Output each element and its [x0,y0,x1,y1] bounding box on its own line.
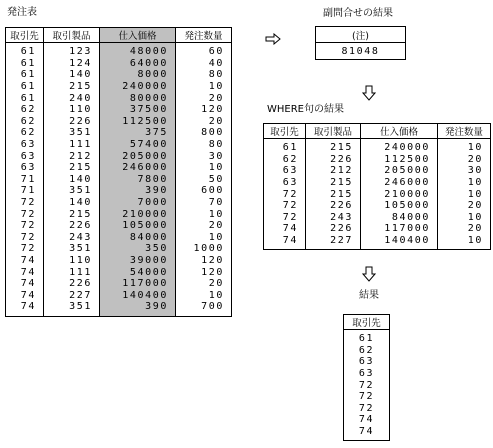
where-result-table [263,123,491,250]
table-row [344,403,390,415]
table-cell: 37500 [100,104,176,116]
table-cell: 63 [20,162,36,174]
table-cell: 74 [282,235,298,247]
table-cell: 62 [20,115,36,127]
table-cell: 8000 [100,69,176,81]
table-cell: 20 [176,116,232,128]
table-row [264,235,491,247]
table-cell: 140400 [100,289,176,301]
table-row [6,301,232,313]
table-row [264,154,491,166]
table-cell: 74 [358,426,375,438]
table-cell: 71 [20,185,36,197]
table-cell: 72 [282,200,298,212]
table-cell: 20 [438,200,491,212]
column-header-product: 取引製品 [44,28,100,43]
table-cell: 226 [44,116,100,128]
table-row [6,243,232,255]
table-cell: 57400 [100,139,176,151]
table-cell: 74 [20,289,36,301]
table-cell: 350 [100,243,176,255]
table-row [6,58,232,70]
table-cell: 72 [20,197,36,209]
table-row [6,232,232,244]
table-row [6,81,232,93]
table-cell: 111 [44,139,100,151]
table-cell: 205000 [361,165,438,177]
table-cell: 74 [282,223,298,235]
table-cell: 10 [176,208,232,220]
subquery-value: 81048 [341,45,380,57]
table-row [344,391,390,403]
table-cell: 120 [176,255,232,267]
table-cell: 110 [44,104,100,116]
table-cell: 117000 [100,278,176,290]
table-row [344,368,390,380]
table-cell: 140400 [361,235,438,247]
table-cell: 61 [358,333,375,345]
table-row [264,212,491,224]
table-row [6,116,232,128]
table-row [6,220,232,232]
table-cell: 240000 [100,81,176,93]
table-cell: 30 [438,165,491,177]
column-header-price: 仕入価格 [100,28,176,43]
where-caption: WHERE句の結果 [267,104,344,115]
table-cell: 111 [44,266,100,278]
table-cell: 61 [20,81,36,93]
table-row [6,255,232,267]
table-cell: 61 [20,46,36,58]
table-cell: 600 [176,185,232,197]
table-cell: 20 [176,278,232,290]
table-cell: 226 [306,154,361,166]
table-row [264,200,491,212]
column-header-supplier: 取引先 [344,315,390,330]
table-cell: 40 [176,58,232,70]
table-cell: 64000 [100,58,176,70]
table-row [6,289,232,301]
table-row [6,46,232,58]
table-cell: 215 [306,188,361,200]
table-cell: 20 [438,154,491,166]
table-cell: 80 [176,69,232,81]
table-cell: 63 [358,368,375,380]
table-cell: 226 [306,200,361,212]
table-row [344,333,390,345]
table-row [264,165,491,177]
table-cell: 61 [20,92,36,104]
table-row [264,188,491,200]
table-cell: 390 [100,301,176,313]
table-cell: 61 [282,142,298,154]
table-cell: 63 [20,139,36,151]
table-cell: 80000 [100,92,176,104]
table-cell: 70 [176,197,232,209]
table-row [264,142,491,154]
table-cell: 105000 [361,200,438,212]
table-cell: 10 [176,162,232,174]
table-cell: 226 [306,223,361,235]
table-row [6,174,232,186]
table-cell: 120 [176,104,232,116]
down-arrow-icon [362,85,376,101]
table-cell: 61 [20,57,36,69]
table-cell: 54000 [100,266,176,278]
down-arrow-icon [362,266,376,282]
table-row [6,69,232,81]
column-header-price: 仕入価格 [361,124,438,139]
table-row [344,345,390,357]
table-cell: 1000 [176,243,232,255]
final-caption: 結果 [359,290,379,301]
table-row [264,177,491,189]
table-row [6,104,232,116]
table-cell: 351 [44,185,100,197]
table-cell: 63 [282,165,298,177]
table-cell: 84000 [100,232,176,244]
table-cell: 72 [20,220,36,232]
main-table-caption: 発注表 [7,7,37,18]
table-cell: 39000 [100,255,176,267]
table-cell: 124 [44,58,100,70]
table-cell: 117000 [361,223,438,235]
table-row [6,197,232,209]
table-row [6,278,232,290]
table-cell: 246000 [100,162,176,174]
table-cell: 215 [44,81,100,93]
table-cell: 10 [438,212,491,224]
table-cell: 62 [358,344,375,356]
table-row [344,426,390,438]
table-header-row [6,28,232,43]
table-cell: 63 [358,356,375,368]
column-header-quantity: 発注数量 [438,124,491,139]
table-cell: 72 [282,188,298,200]
table-cell: 212 [306,165,361,177]
table-header-row [264,124,491,139]
table-cell: 227 [306,235,361,247]
table-cell: 215 [44,162,100,174]
table-cell: 30 [176,150,232,162]
right-arrow-icon [265,33,281,45]
table-cell: 10 [438,235,491,247]
table-cell: 72 [358,391,375,403]
table-row [264,223,491,235]
table-cell: 375 [100,127,176,139]
table-cell: 10 [176,289,232,301]
table-row [6,208,232,220]
table-cell: 61 [20,69,36,81]
table-cell: 20 [176,92,232,104]
table-cell: 7000 [100,197,176,209]
final-result-table [343,314,390,441]
table-cell: 72 [20,208,36,220]
table-cell: 215 [306,142,361,154]
table-cell: 72 [358,402,375,414]
table-cell: 215 [44,208,100,220]
table-cell: 243 [44,232,100,244]
table-cell: 800 [176,127,232,139]
table-row [6,127,232,139]
table-cell: 80 [176,139,232,151]
table-cell: 205000 [100,150,176,162]
table-cell: 240 [44,92,100,104]
table-cell: 140 [44,197,100,209]
table-cell: 351 [44,243,100,255]
table-cell: 74 [358,414,375,426]
table-cell: 10 [176,81,232,93]
table-cell: 71 [20,173,36,185]
table-cell: 123 [44,46,100,58]
table-row [344,379,390,391]
column-header-supplier: 取引先 [264,124,306,139]
table-cell: 140 [44,174,100,186]
table-row [6,185,232,197]
table-cell: 10 [438,177,491,189]
table-row [6,92,232,104]
table-cell: 210000 [361,188,438,200]
table-cell: 246000 [361,177,438,189]
table-cell: 74 [20,266,36,278]
table-row [6,162,232,174]
table-cell: 227 [44,289,100,301]
table-cell: 110 [44,255,100,267]
table-row [6,150,232,162]
subquery-header: (注) [316,27,406,43]
table-cell: 48000 [100,46,176,58]
table-cell: 72 [20,231,36,243]
table-cell: 63 [282,177,298,189]
column-header-product: 取引製品 [306,124,361,139]
table-cell: 351 [44,127,100,139]
table-row [6,139,232,151]
table-cell: 62 [282,153,298,165]
table-cell: 20 [176,220,232,232]
table-cell: 84000 [361,212,438,224]
table-cell: 212 [44,150,100,162]
table-cell: 7800 [100,174,176,186]
table-cell: 112500 [100,116,176,128]
table-cell: 72 [282,211,298,223]
table-cell: 10 [176,232,232,244]
table-cell: 226 [44,220,100,232]
table-cell: 390 [100,185,176,197]
subquery-result-table [315,26,406,60]
table-cell: 60 [176,46,232,58]
table-cell: 210000 [100,208,176,220]
table-cell: 62 [20,127,36,139]
table-cell: 243 [306,212,361,224]
table-cell: 140 [44,69,100,81]
table-cell: 74 [20,278,36,290]
table-cell: 700 [176,301,232,313]
table-cell: 10 [438,142,491,154]
table-cell: 10 [438,188,491,200]
table-cell: 120 [176,266,232,278]
table-row [6,266,232,278]
table-cell: 74 [20,301,36,313]
order-table [5,27,232,317]
table-cell: 72 [20,243,36,255]
table-cell: 74 [20,254,36,266]
column-header-supplier: 取引先 [6,28,44,43]
table-cell: 105000 [100,220,176,232]
table-cell: 72 [358,379,375,391]
column-header-quantity: 発注数量 [176,28,232,43]
table-cell: 20 [438,223,491,235]
table-row [344,356,390,368]
table-cell: 63 [20,150,36,162]
table-cell: 112500 [361,154,438,166]
table-cell: 62 [20,104,36,116]
table-cell: 50 [176,174,232,186]
table-cell: 226 [44,278,100,290]
table-cell: 240000 [361,142,438,154]
table-cell: 215 [306,177,361,189]
table-row [344,414,390,426]
table-cell: 351 [44,301,100,313]
subquery-caption: 副問合せの結果 [323,8,393,19]
